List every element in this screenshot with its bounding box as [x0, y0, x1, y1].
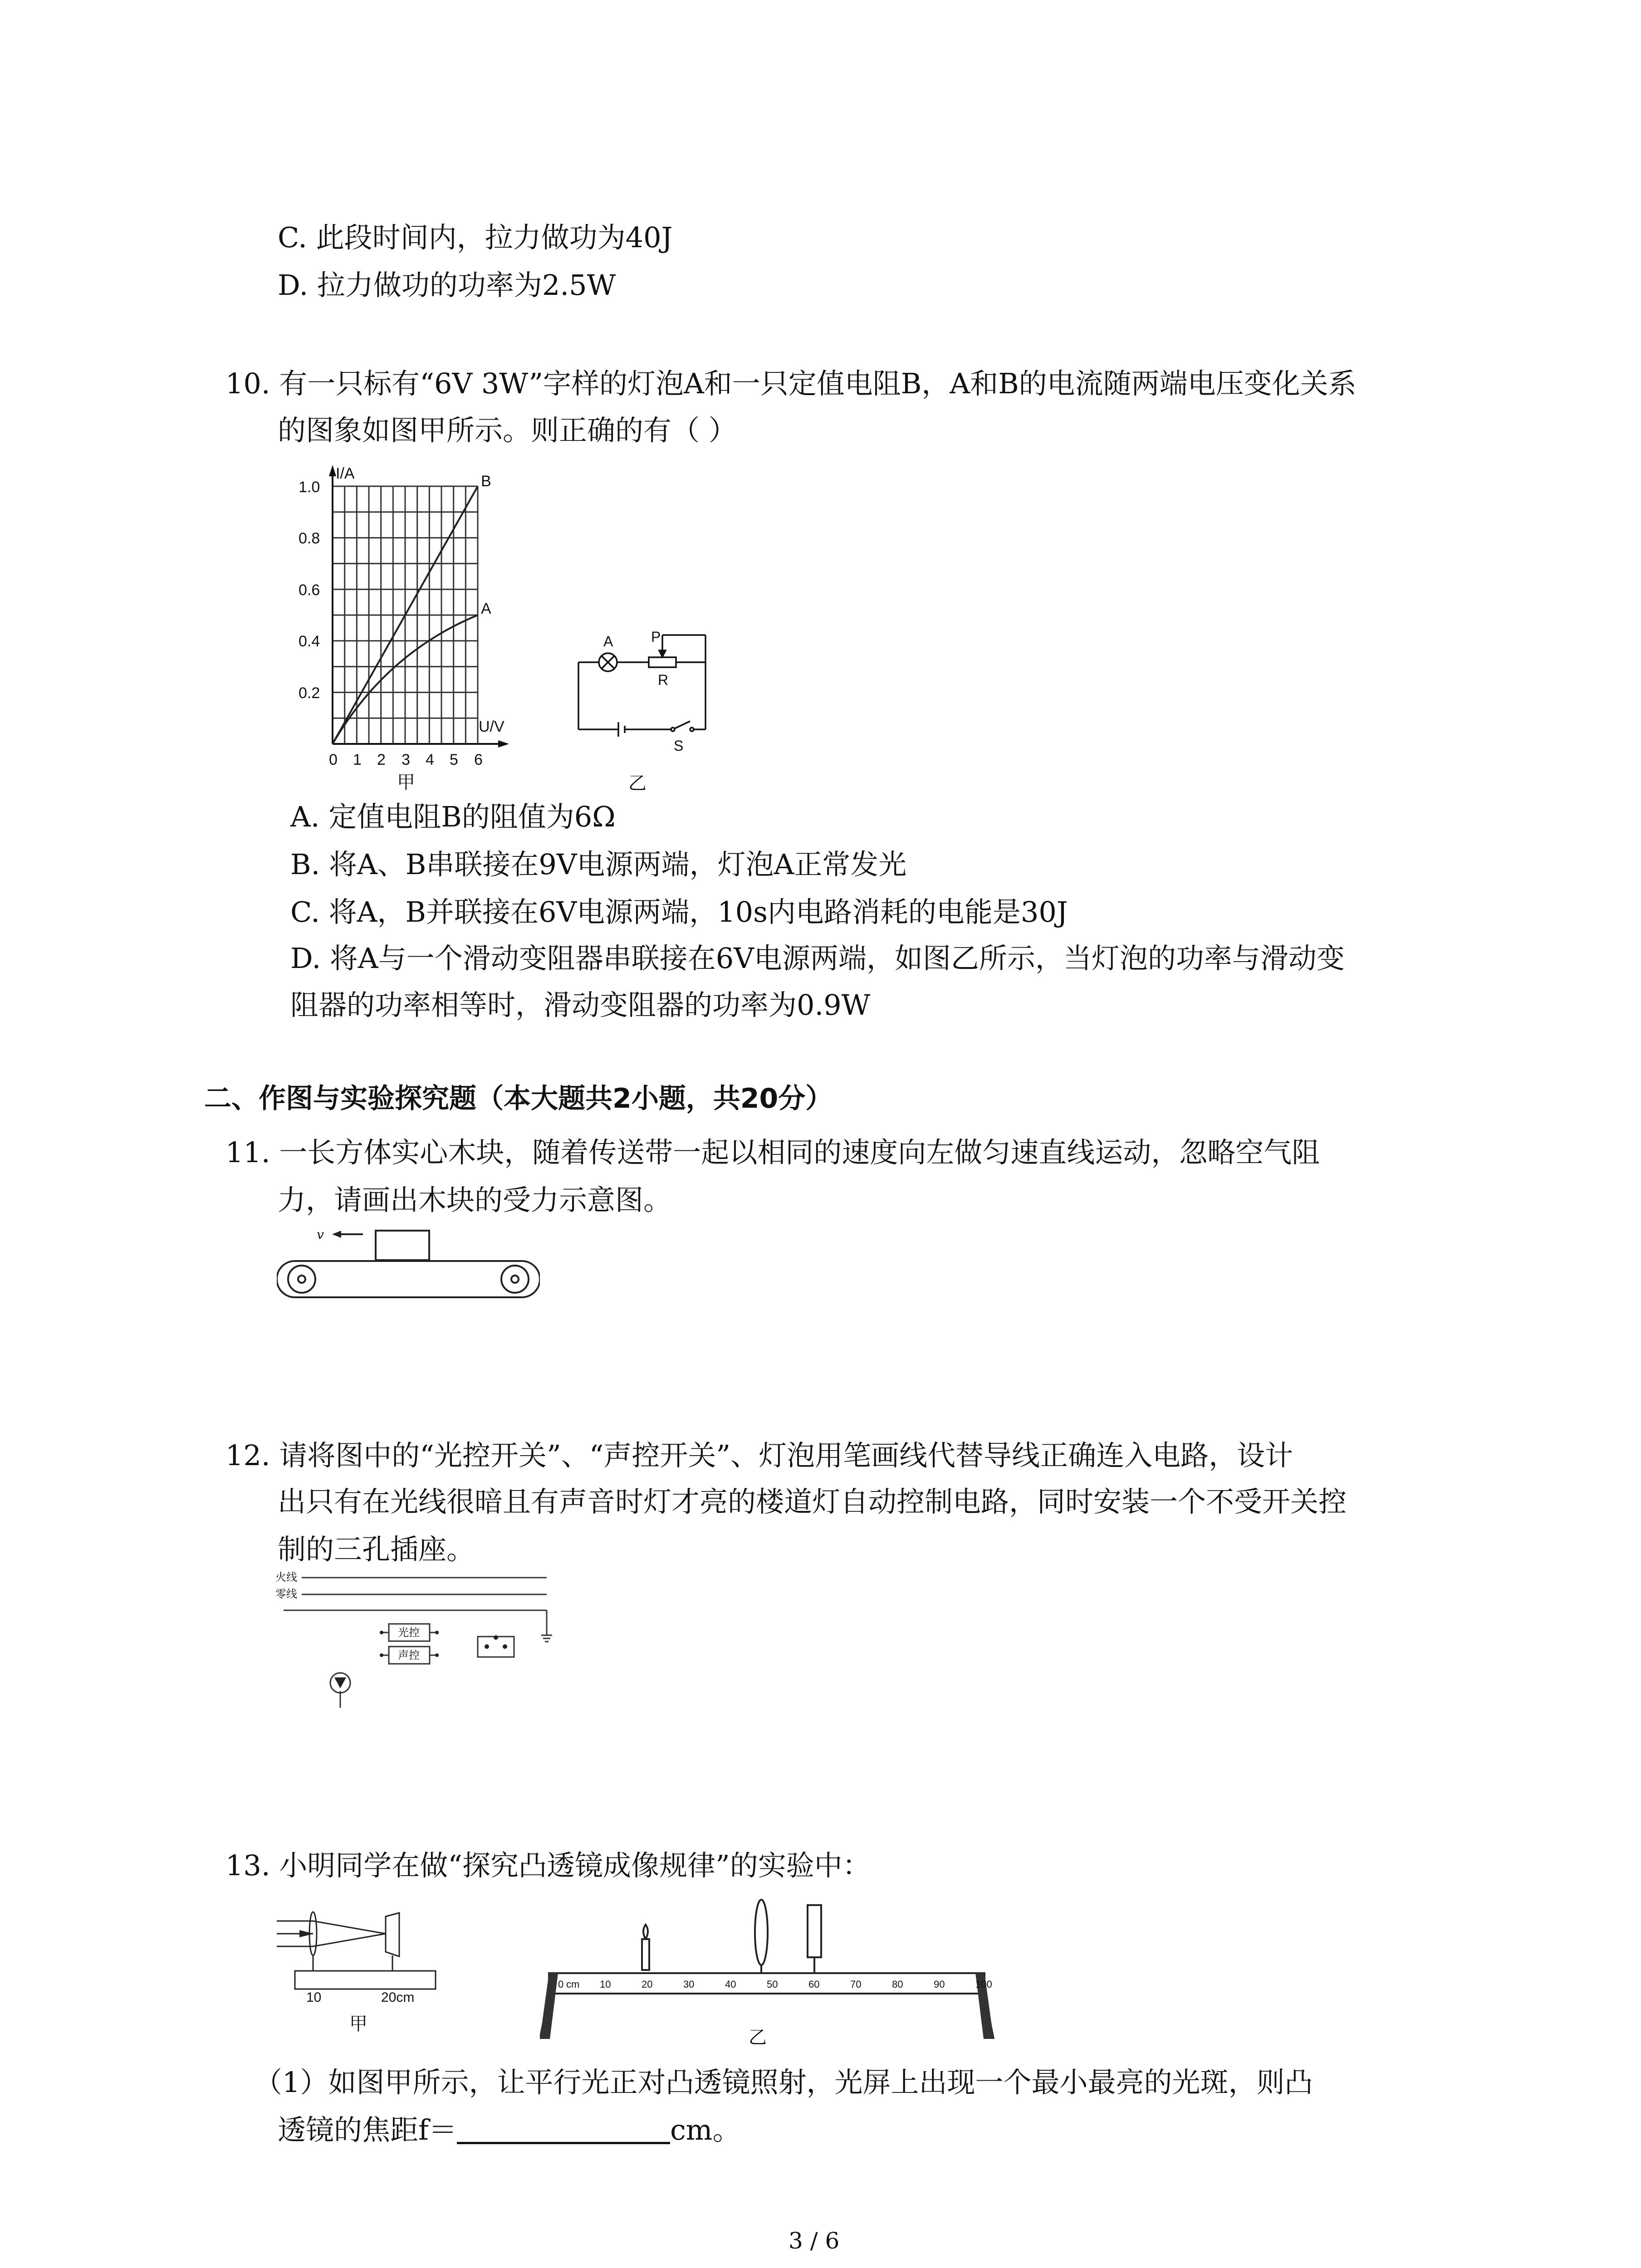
bench-tick-label: 0 [558, 1979, 564, 1990]
x-tick: 3 [402, 751, 410, 768]
rheostat-icon [649, 657, 676, 667]
q9-option-d: D. 拉力做功的功率为2.5W [278, 269, 616, 302]
x-tick: 4 [426, 751, 434, 768]
q10-option-b: B. 将A、B串联接在9V电源两端，灯泡A正常发光 [290, 848, 907, 881]
tick-10: 10 [306, 1990, 322, 2005]
q12-line1: 12. 请将图中的“光控开关”、“声控开关”、灯泡用笔画线代替导线正确连入电路，设计 [225, 1439, 1293, 1472]
q10-graph-jia [290, 458, 544, 794]
bench-tick-label: 30 [683, 1979, 695, 1990]
q12-line2: 出只有在光线很暗且有声音时灯才亮的楼道灯自动控制电路，同时安装一个不受开关控 [278, 1485, 1347, 1518]
bench-tick-label: 90 [934, 1979, 945, 1990]
q10-option-d-line2: 阻器的功率相等时，滑动变阻器的功率为0.9W [290, 988, 871, 1022]
bench-tick-label: 20 [642, 1979, 653, 1990]
curve-a-label: A [481, 600, 491, 617]
y-tick: 0.6 [299, 582, 320, 599]
q13-line1: 13. 小明同学在做“探究凸透镜成像规律”的实验中： [225, 1849, 871, 1882]
bench-tick-label: 40 [725, 1979, 736, 1990]
caption-yi: 乙 [628, 773, 647, 794]
q13-sub1-line1: （1）如图甲所示，让平行光正对凸透镜照射，光屏上出现一个最小最亮的光斑，则凸 [254, 2066, 1313, 2099]
y-axis-label: I/A [336, 465, 355, 482]
x-tick: 6 [474, 751, 483, 768]
section-heading: 二、作图与实验探究题（本大题共2小题，共20分） [204, 1083, 833, 1114]
q10-option-d-line1: D. 将A与一个滑动变阻器串联接在6V电源两端，如图乙所示，当灯泡的功率与滑动变 [290, 942, 1345, 975]
caption-yi: 乙 [749, 2027, 767, 2048]
bench-unit-label: cm [566, 1979, 580, 1990]
light-screen [386, 1913, 399, 1956]
x-arrow-icon [498, 740, 509, 748]
switch-icon [675, 721, 690, 728]
y-tick: 0.8 [299, 530, 320, 547]
lens-yi [755, 1900, 768, 1965]
velocity-label: v [317, 1227, 324, 1242]
bench-tick-label: 100 [975, 1979, 992, 1990]
bench-tick-label: 60 [808, 1979, 820, 1990]
bench-tick-label: 80 [892, 1979, 903, 1990]
q13-focal-figure-jia [272, 1903, 449, 2039]
wood-block [376, 1231, 429, 1260]
q13-sub1-suffix: cm。 [670, 2113, 741, 2146]
neutral-wire-label: 零线 [275, 1588, 297, 1600]
q11-conveyor-figure [277, 1222, 540, 1302]
q13-sub1-line2 [278, 2113, 741, 2146]
caption-jia: 甲 [397, 772, 415, 793]
q11-line2: 力，请画出木块的受力示意图。 [278, 1183, 672, 1217]
q13-optical-bench-yi [540, 1887, 1003, 2050]
pulley-right [501, 1266, 529, 1293]
q10-option-c: C. 将A，B并联接在6V电源两端，10s内电路消耗的电能是30J [290, 895, 1068, 929]
y-tick: 0.4 [299, 633, 320, 650]
x-tick: 1 [353, 751, 362, 768]
page-number: 3 / 6 [789, 2228, 840, 2254]
live-wire-label: 火线 [275, 1571, 297, 1584]
slider-label: P [651, 629, 661, 645]
screen-yi [808, 1905, 821, 1957]
q9-option-c: C. 此段时间内，拉力做功为40J [278, 221, 673, 254]
q10-circuit-yi [569, 621, 724, 798]
y-tick: 0.2 [299, 684, 320, 702]
pulley-left [288, 1266, 315, 1293]
q12-wiring-figure [274, 1569, 569, 1715]
bench-tick-label: 50 [767, 1979, 778, 1990]
sound-switch-label: 声控 [398, 1649, 420, 1662]
switch-label: S [674, 738, 684, 754]
candle [642, 1939, 649, 1970]
tick-20: 20cm [381, 1990, 415, 2005]
q11-line1: 11. 一长方体实心木块，随着传送带一起以相同的速度向左做匀速直线运动，忽略空气阻 [225, 1136, 1320, 1169]
focal-length-answer-blank[interactable] [457, 2116, 670, 2144]
q10-stem-line1: 10. 有一只标有“6V 3W”字样的灯泡A和一只定值电阻B，A和B的电流随两端电压变化关系 [225, 367, 1357, 400]
rheostat-label: R [658, 672, 669, 688]
q10-option-a: A. 定值电阻B的阻值为6Ω [290, 800, 616, 833]
caption-jia: 甲 [349, 2014, 367, 2034]
bench-tick-label: 10 [600, 1979, 611, 1990]
ruler [295, 1971, 436, 1989]
x-tick: 5 [450, 751, 458, 768]
y-tick: 1.0 [299, 479, 320, 496]
bench-tick-label: 70 [850, 1979, 862, 1990]
q10-stem-line2: 的图象如图甲所示。则正确的有（ ） [278, 414, 737, 447]
velocity-arrow-icon [332, 1231, 341, 1238]
light-switch-label: 光控 [398, 1627, 420, 1639]
lamp-label: A [603, 633, 613, 650]
curve-b-label: B [481, 473, 491, 490]
x-tick: 0 [329, 751, 338, 768]
q13-sub1-prefix: 透镜的焦距f＝ [278, 2113, 457, 2146]
y-arrow-icon [329, 465, 336, 476]
x-tick: 2 [377, 751, 386, 768]
q12-line3: 制的三孔插座。 [278, 1533, 475, 1566]
x-axis-label: U/V [479, 718, 505, 735]
